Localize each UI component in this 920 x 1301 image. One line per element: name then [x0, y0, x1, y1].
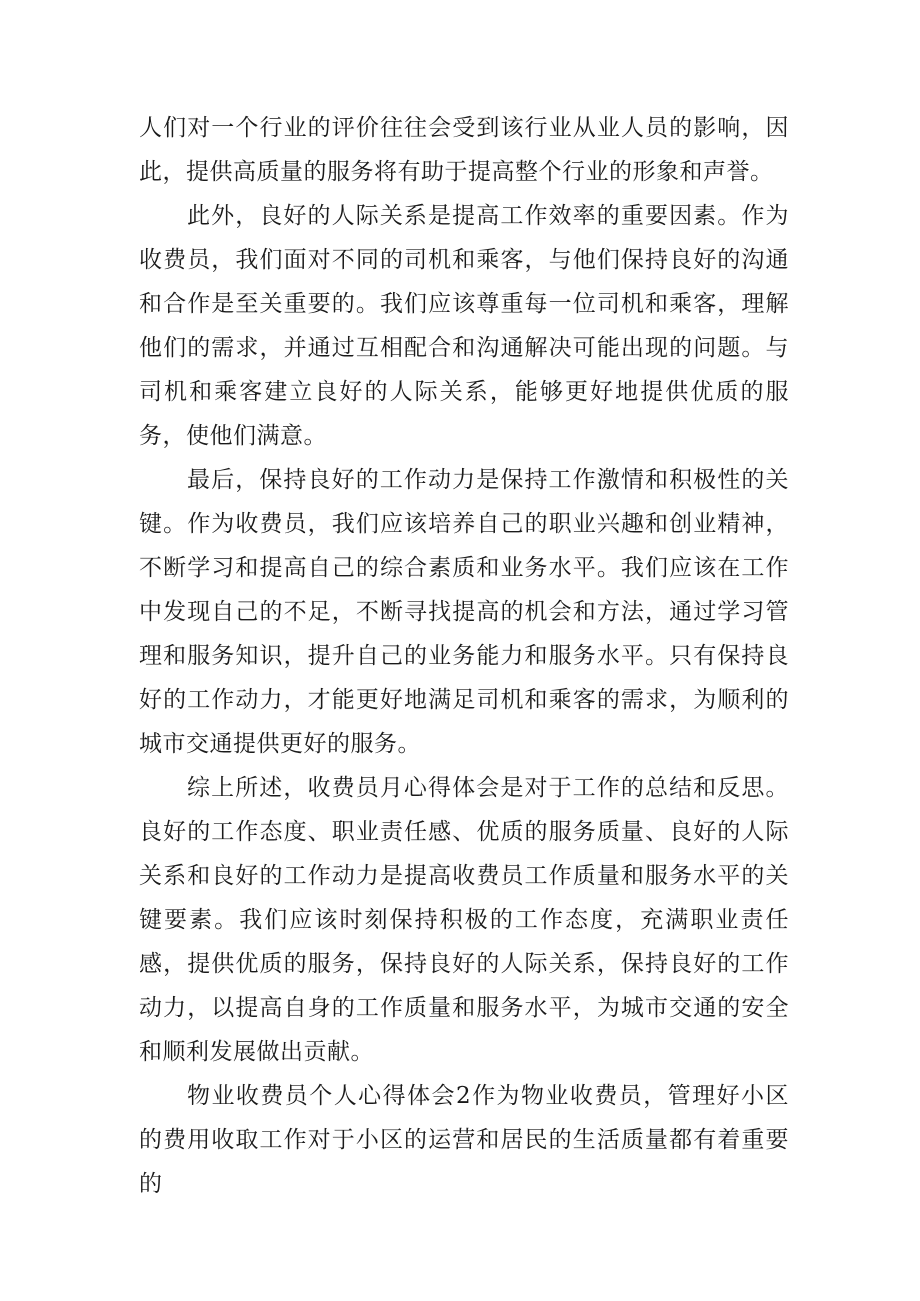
document-body — [139, 106, 789, 1206]
paragraph-5: 物业收费员个人心得体会2作为物业收费员，管理好小区的费用收取工作对于小区的运营和居民的生活质量都有着重要的 — [139, 1083, 789, 1197]
paragraph-3: 最后，保持良好的工作动力是保持工作激情和积极性的关键。作为收费员，我们应该培养自己的职业兴趣和创业精神，不断学习和提高自己的综合素质和业务水平。我们应该在工作中发现自己的不足，不断寻找提高的机会和方法，通过学习管理和服务知识，提升自己的业务能力和服务水平。只有保持良好的工作动力，才能更好地满足司机和乘客的需求，为顺利的城市交通提供更好的服务。 — [139, 467, 789, 757]
paragraph-1: 人们对一个行业的评价往往会受到该行业从业人员的影响，因此，提供高质量的服务将有助于提高整个行业的形象和声誉。 — [139, 115, 789, 185]
paragraph-2: 此外，良好的人际关系是提高工作效率的重要因素。作为收费员，我们面对不同的司机和乘客，与他们保持良好的沟通和合作是至关重要的。我们应该尊重每一位司机和乘客，理解他们的需求，并通过互相配合和沟通解决可能出现的问题。与司机和乘客建立良好的人际关系，能够更好地提供优质的服务，使他们满意。 — [139, 203, 789, 449]
paragraph-4: 综上所述，收费员月心得体会是对于工作的总结和反思。良好的工作态度、职业责任感、优质的服务质量、良好的人际关系和良好的工作动力是提高收费员工作质量和服务水平的关键要素。我们应该时刻保持积极的工作态度，充满职业责任感，提供优质的服务，保持良好的人际关系，保持良好的工作动力，以提高自身的工作质量和服务水平，为城市交通的安全和顺利发展做出贡献。 — [139, 775, 789, 1065]
